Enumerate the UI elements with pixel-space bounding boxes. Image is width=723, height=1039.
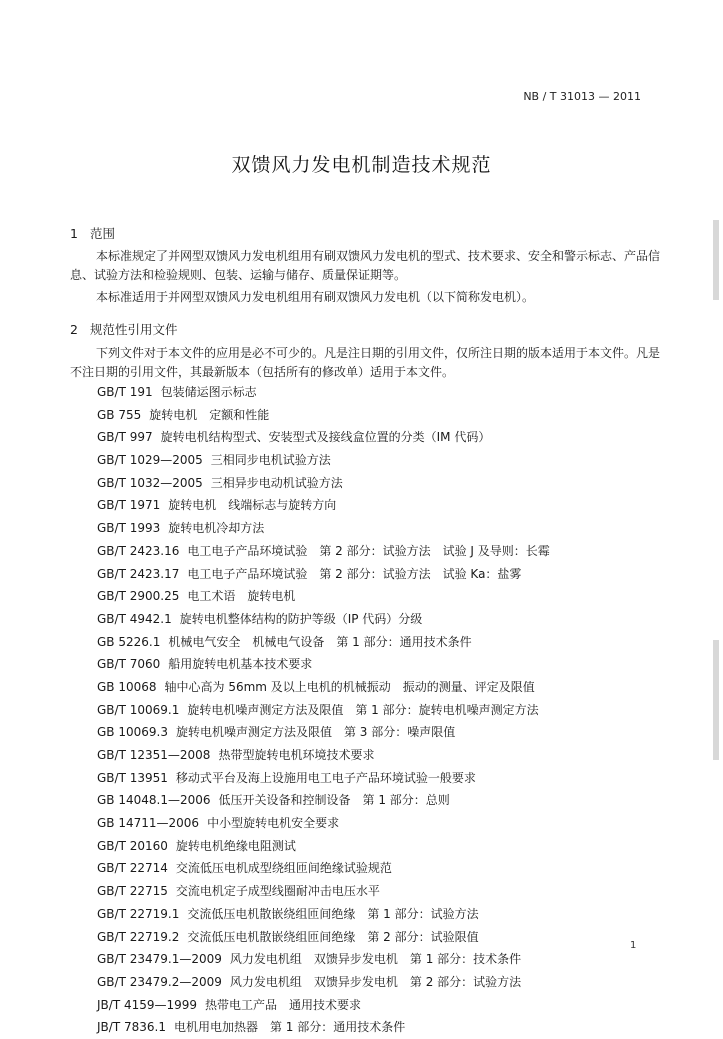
- reference-code: GB/T 2423.16: [97, 543, 180, 558]
- section-2-title: 规范性引用文件: [90, 322, 178, 337]
- reference-title: 电工电子产品环境试验 第 2 部分：试验方法 试验 Ka：盐雾: [187, 566, 522, 581]
- reference-code: GB 14711—2006: [97, 816, 200, 831]
- reference-title: 移动式平台及海上设施用电工电子产品环境试验一般要求: [175, 770, 476, 785]
- reference-title: 电工术语 旋转电机: [187, 589, 296, 604]
- reference-code: GB/T 4942.1: [97, 611, 172, 626]
- reference-code: GB 10069.3: [97, 725, 168, 740]
- reference-item: [97, 699, 657, 722]
- reference-item: [97, 1016, 657, 1039]
- reference-code: GB/T 191: [97, 385, 153, 399]
- reference-item: [97, 767, 657, 790]
- reference-code: GB/T 10069.1: [97, 702, 180, 717]
- reference-title: 低压开关设备和控制设备 第 1 部分：总则: [218, 793, 450, 808]
- reference-item: [97, 472, 657, 495]
- reference-item: [97, 721, 657, 744]
- reference-item: [97, 404, 657, 427]
- reference-list: [97, 381, 657, 1039]
- reference-item: [97, 449, 657, 472]
- reference-item: [97, 676, 657, 699]
- reference-item: [97, 948, 657, 971]
- section-2-number: 2: [70, 322, 78, 337]
- reference-title: 电机用电加热器 第 1 部分：通用技术条件: [173, 1020, 406, 1035]
- reference-code: GB/T 1971: [97, 498, 161, 513]
- reference-code: GB/T 22719.1: [97, 906, 180, 921]
- reference-item: [97, 857, 657, 880]
- reference-title: 轴中心高为 56mm 及以上电机的机械振动 振动的测量、评定及限值: [164, 679, 535, 694]
- page-number: 1: [630, 940, 637, 951]
- reference-item: [97, 835, 657, 858]
- section-2-intro: 下列文件对于本文件的应用是必不可少的。凡是注日期的引用文件，仅所注日期的版本适用于本文件。凡是不注日期的引用文件，其最新版本（包括所有的修改单）适用于本文件。: [70, 346, 661, 379]
- reference-code: GB 10068: [97, 679, 157, 694]
- reference-item: [97, 517, 657, 540]
- reference-code: JB/T 4159—1999: [97, 997, 198, 1012]
- reference-title: 中小型旋转电机安全要求: [207, 816, 340, 831]
- reference-code: GB/T 7060: [97, 657, 161, 672]
- reference-item: [97, 880, 657, 903]
- reference-item: [97, 585, 657, 608]
- reference-item: [97, 744, 657, 767]
- reference-title: 旋转电机绝缘电阻测试: [175, 838, 296, 853]
- reference-code: GB/T 1032—2005: [97, 475, 203, 490]
- reference-title: 电工电子产品环境试验 第 2 部分：试验方法 试验 J 及导则：长霉: [187, 543, 550, 558]
- reference-title: 旋转电机冷却方法: [168, 521, 265, 536]
- reference-item: [97, 426, 657, 449]
- reference-title: 旋转电机整体结构的防护等级（IP 代码）分级: [179, 611, 423, 626]
- reference-code: GB/T 20160: [97, 838, 168, 853]
- reference-item: [97, 608, 657, 631]
- reference-code: GB/T 22719.2: [97, 929, 180, 944]
- reference-title: 机械电气安全 机械电气设备 第 1 部分：通用技术条件: [168, 634, 472, 649]
- section-1-paragraph-2: 本标准适用于并网型双馈风力发电机组用有刷双馈风力发电机（以下简称发电机）。: [96, 290, 535, 304]
- reference-code: GB/T 997: [97, 430, 153, 445]
- section-1-paragraph-1: 本标准规定了并网型双馈风力发电机组用有刷双馈风力发电机的型式、技术要求、安全和警示标志、产品信息、试验方法和检验规则、包装、运输与储存、质量保证期等。: [70, 249, 661, 282]
- reference-code: GB/T 1029—2005: [97, 453, 203, 468]
- scan-edge-mark: [713, 640, 719, 760]
- reference-code: GB/T 22715: [97, 884, 168, 899]
- section-1-title: 范围: [90, 226, 116, 241]
- reference-title: 旋转电机 定额和性能: [149, 407, 270, 422]
- reference-title: 交流低压电机散嵌绕组匝间绝缘 第 2 部分：试验限值: [187, 929, 479, 944]
- reference-title: 风力发电机组 双馈异步发电机 第 1 部分：技术条件: [229, 952, 522, 967]
- reference-item: [97, 653, 657, 676]
- reference-code: GB 14048.1—2006: [97, 793, 211, 808]
- reference-code: GB/T 1993: [97, 521, 161, 536]
- reference-title: 旋转电机 线端标志与旋转方向: [168, 498, 337, 513]
- reference-item: [97, 631, 657, 654]
- reference-item: [97, 971, 657, 994]
- reference-item: [97, 903, 657, 926]
- reference-code: GB 755: [97, 407, 142, 422]
- reference-item: [97, 494, 657, 517]
- reference-title: 热带电工产品 通用技术要求: [205, 997, 362, 1012]
- reference-code: GB/T 12351—2008: [97, 748, 211, 762]
- reference-code: GB/T 2900.25: [97, 589, 180, 604]
- reference-item: [97, 563, 657, 586]
- reference-title: 包装储运图示标志: [160, 385, 257, 399]
- scan-edge-mark: [713, 220, 719, 300]
- document-title: 双馈风力发电机制造技术规范: [231, 154, 492, 176]
- reference-title: 热带型旋转电机环境技术要求: [218, 748, 375, 762]
- reference-code: GB/T 23479.2—2009: [97, 974, 222, 989]
- reference-code: GB/T 23479.1—2009: [97, 952, 222, 967]
- reference-title: 交流低压电机成型绕组匝间绝缘试验规范: [175, 861, 392, 876]
- reference-item: [97, 812, 657, 835]
- reference-title: 船用旋转电机基本技术要求: [168, 657, 313, 672]
- reference-item: [97, 994, 657, 1017]
- section-2-heading: [70, 320, 178, 338]
- reference-title: 旋转电机结构型式、安装型式及接线盒位置的分类（IM 代码）: [160, 430, 491, 445]
- reference-item: [97, 540, 657, 563]
- reference-title: 三相同步电机试验方法: [210, 453, 331, 468]
- reference-title: 三相异步电动机试验方法: [210, 475, 343, 490]
- section-1-number: 1: [70, 226, 78, 241]
- reference-item: [97, 789, 657, 812]
- reference-code: GB/T 2423.17: [97, 566, 180, 581]
- reference-title: 旋转电机噪声测定方法及限值 第 3 部分：噪声限值: [175, 725, 456, 740]
- reference-title: 风力发电机组 双馈异步发电机 第 2 部分：试验方法: [229, 974, 522, 989]
- reference-title: 交流低压电机散嵌绕组匝间绝缘 第 1 部分：试验方法: [187, 906, 479, 921]
- reference-item: [97, 381, 657, 404]
- section-1-heading: [70, 224, 115, 242]
- reference-title: 交流电机定子成型线圈耐冲击电压水平: [175, 884, 380, 899]
- standard-number: NB / T 31013 — 2011: [523, 90, 641, 103]
- reference-code: GB 5226.1: [97, 634, 161, 649]
- reference-title: 旋转电机噪声测定方法及限值 第 1 部分：旋转电机噪声测定方法: [187, 702, 539, 717]
- reference-code: GB/T 13951: [97, 770, 168, 785]
- reference-item: [97, 926, 657, 949]
- reference-code: GB/T 22714: [97, 861, 168, 876]
- reference-code: JB/T 7836.1: [97, 1020, 166, 1035]
